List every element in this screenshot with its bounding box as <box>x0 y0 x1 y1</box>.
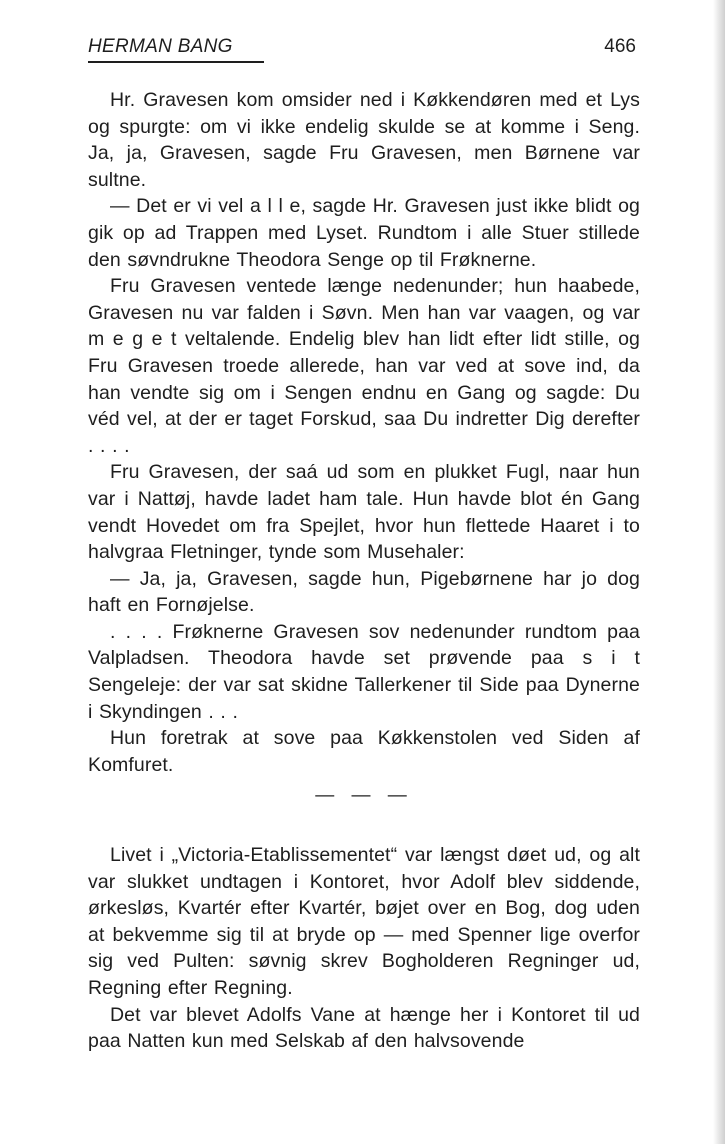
section-separator: — — — <box>315 785 413 807</box>
paragraph: — Det er vi vel a l l e, sagde Hr. Gravesen just ikke blidt og gik op ad Trappen med Lyset. Rundtom i alle Stuer stillede den søvndrukne Theodora Senge op til Frøknerne. <box>88 195 640 271</box>
paragraph: Hun foretrak at sove paa Køkkenstolen ved Siden af Komfuret. <box>88 727 640 776</box>
header-underline <box>88 61 264 63</box>
page-edge-shadow <box>713 0 725 1144</box>
paragraph: Hr. Gravesen kom omsider ned i Køkkendøren med et Lys og spurgte: om vi ikke endelig skulde se at komme i Seng. Ja, ja, Gravesen, sagde Fru Gravesen, men Børnene var sultne. <box>88 89 640 191</box>
header-author: HERMAN BANG <box>88 36 233 57</box>
paragraph: Livet i „Victoria-Etablissementet“ var længst døet ud, og alt var slukket undtagen i Kontoret, hvor Adolf blev siddende, ørkesløs, Kvartér efter Kvartér, bøjet over en Bog, dog uden at bekvemme sig til at bryde op — med Spenner lige overfor sig ved Pulten: søvnig skrev Bogholderen Regninger ud, Regning efter Regning. <box>88 844 640 999</box>
running-header <box>88 36 638 66</box>
paragraph: — Ja, ja, Gravesen, sagde hun, Pigebørnene har jo dog haft en Fornøjelse. <box>88 567 640 617</box>
paragraph: Fru Gravesen ventede længe nedenunder; hun haabede, Gravesen nu var falden i Søvn. Men han var vaagen, og var m e g e t veltalende. Endelig blev han lidt efter lidt stille, og Fru Gravesen troede allerede, han var ved at sove ind, da han vendte sig om i Sengen endnu en Gang og sagde: Du véd vel, at der er taget Forskud, saa Du indretter Dig derefter . . . . <box>88 275 640 457</box>
body-text <box>88 87 640 1055</box>
paragraph: . . . . Frøknerne Gravesen sov nedenunder rundtom paa Valpladsen. Theodora havde set prøvende paa s i t Sengeleje: der var sat skidne Tallerkener til Side paa Dynerne i Skyndingen . . . <box>88 620 640 723</box>
page-number: 466 <box>604 36 636 57</box>
paragraph: Fru Gravesen, der saá ud som en plukket Fugl, naar hun var i Nattøj, havde ladet ham tale. Hun havde blot én Gang vendt Hovedet om fra Spejlet, hvor hun flettede Haaret i to halvgraa Fletninger, tynde som Musehaler: <box>88 461 640 564</box>
paragraph: Det var blevet Adolfs Vane at hænge her i Kontoret til ud paa Natten kun med Selskab af den halvsovende <box>88 1003 640 1053</box>
